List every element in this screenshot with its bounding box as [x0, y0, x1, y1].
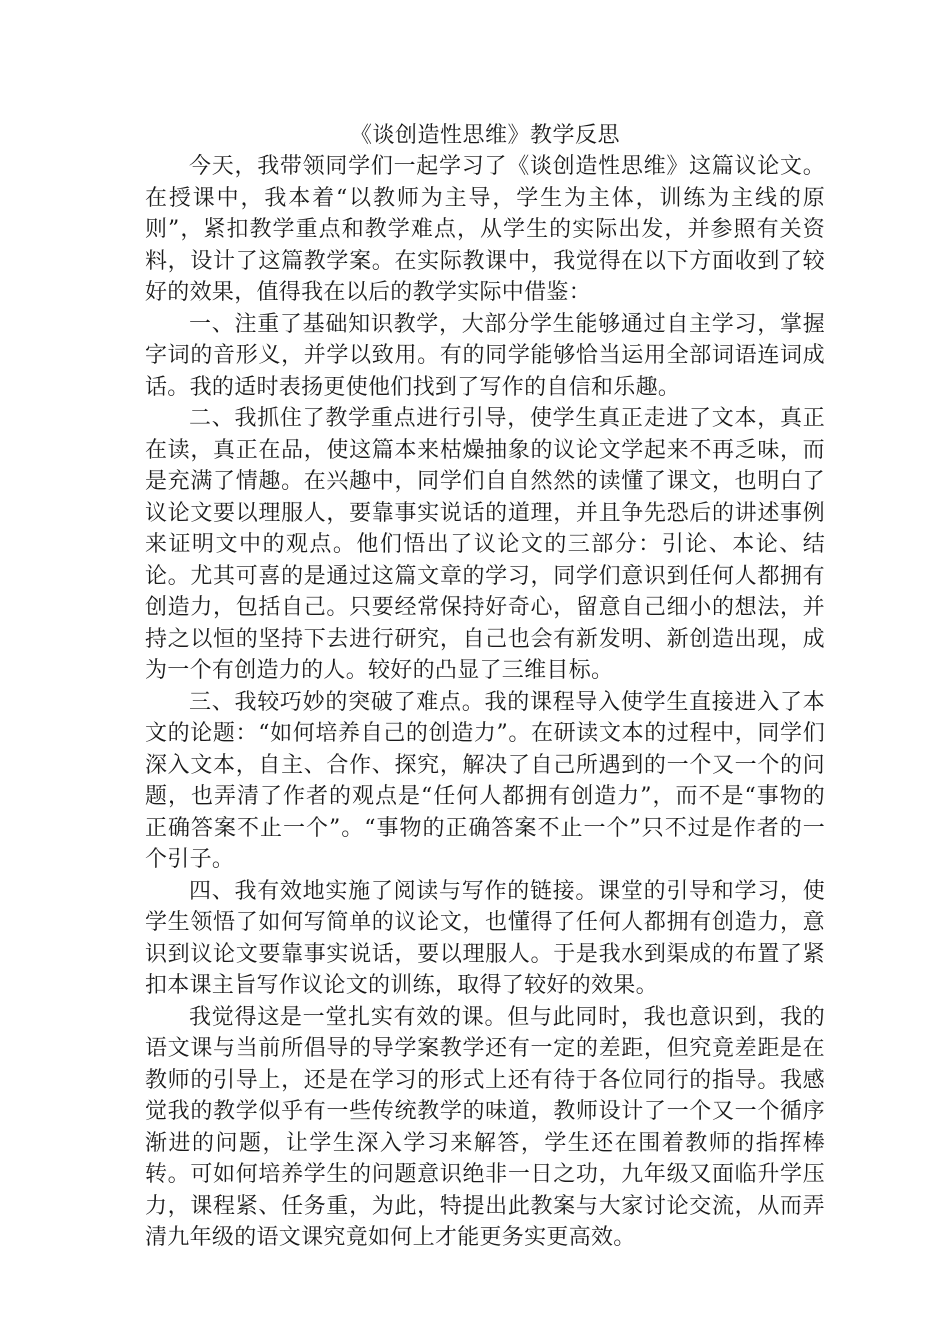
paragraph-point-3: 三、我较巧妙的突破了难点。我的课程导入使学生直接进入了本文的论题：“如何培养自己的创造力”。在研读文本的过程中，同学们深入文本，自主、合作、探究，解决了自己所遇到的一个又一个的问题，也弄清了作者的观点是“任何人都拥有创造力”，而不是“事物的正确答案不止一个”。“事物的正确答案不止一个”只不过是作者的一个引子。 — [145, 689, 825, 872]
paragraph-point-1: 一、注重了基础知识教学，大部分学生能够通过自主学习，掌握字词的音形义，并学以致用。有的同学能够恰当运用全部词语连词成话。我的适时表扬更使他们找到了写作的自信和乐趣。 — [145, 311, 825, 400]
document-page — [145, 120, 825, 1254]
document-title: 《谈创造性思维》教学反思 — [349, 123, 620, 148]
paragraph-intro: 今天，我带领同学们一起学习了《谈创造性思维》这篇议论文。在授课中，我本着“以教师为主导，学生为主体，训练为主线的原则”，紧扣教学重点和教学难点，从学生的实际出发，并参照有关资料，设计了这篇教学案。在实际教课中，我觉得在以下方面收到了较好的效果，值得我在以后的教学实际中借鉴： — [145, 154, 825, 305]
paragraph-conclusion: 我觉得这是一堂扎实有效的课。但与此同时，我也意识到，我的语文课与当前所倡导的导学案教学还有一定的差距，但究竟差距是在教师的引导上，还是在学习的形式上还有待于各位同行的指导。我感觉我的教学似乎有一些传统教学的味道，教师设计了一个又一个循序渐进的问题，让学生深入学习来解答，学生还在围着教师的指挥棒转。可如何培养学生的问题意识绝非一日之功，九年级又面临升学压力，课程紧、任务重，为此，特提出此教案与大家讨论交流，从而弄清九年级的语文课究竟如何上才能更务实更高效。 — [145, 1004, 825, 1250]
paragraph-point-4: 四、我有效地实施了阅读与写作的链接。课堂的引导和学习，使学生领悟了如何写简单的议论文，也懂得了任何人都拥有创造力，意识到议论文要靠事实说话，要以理服人。于是我水到渠成的布置了紧扣本课主旨写作议论文的训练，取得了较好的效果。 — [145, 878, 825, 998]
paragraph-point-2: 二、我抓住了教学重点进行引导，使学生真正走进了文本，真正在读，真正在品，使这篇本来枯燥抽象的议论文学起来不再乏味，而是充满了情趣。在兴趣中，同学们自自然然的读懂了课文，也明白了议论文要以理服人，要靠事实说话的道理，并且争先恐后的讲述事例来证明文中的观点。他们悟出了议论文的三部分：引论、本论、结论。尤其可喜的是通过这篇文章的学习，同学们意识到任何人都拥有创造力，包括自己。只要经常保持好奇心，留意自己细小的想法，并持之以恒的坚持下去进行研究，自己也会有新发明、新创造出现，成为一个有创造力的人。较好的凸显了三维目标。 — [145, 406, 825, 683]
